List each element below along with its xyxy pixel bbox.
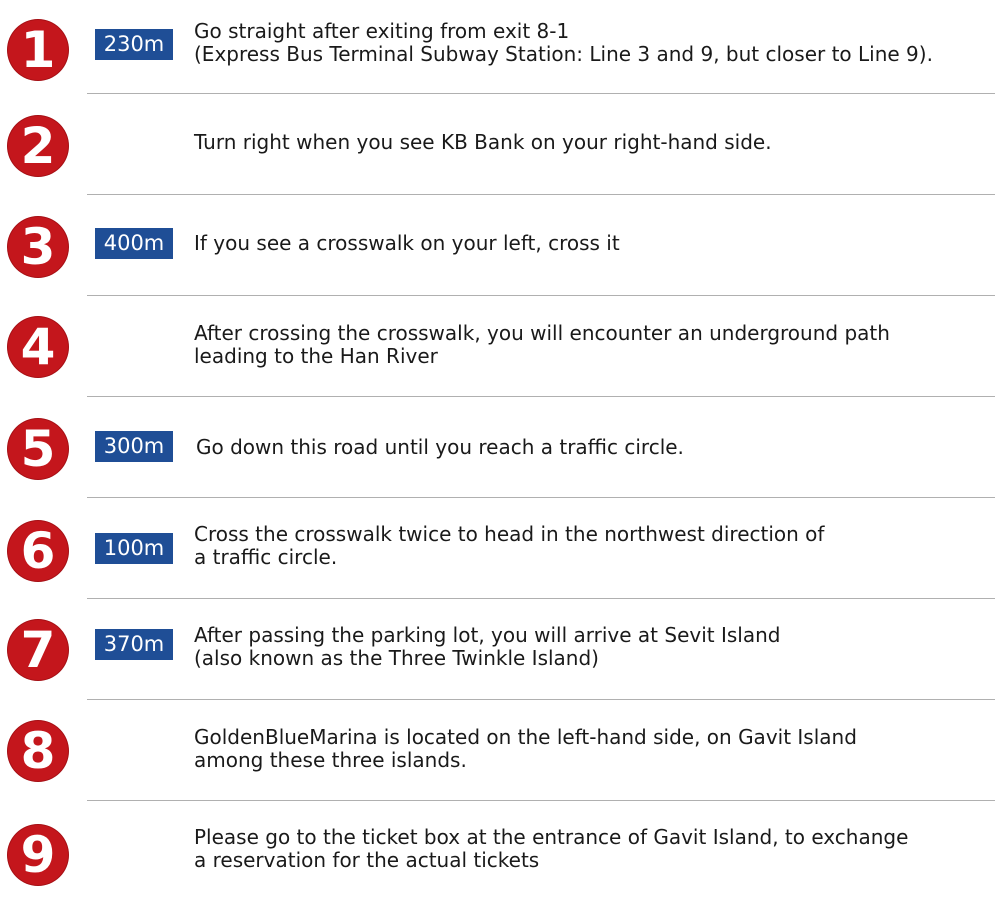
distance-badge: 230m (95, 29, 173, 60)
instruction-line: leading to the Han River (194, 344, 438, 368)
instruction-line: a traffic circle. (194, 545, 338, 569)
distance-badge: 400m (95, 228, 173, 259)
step-1 (0, 0, 1000, 101)
step-instruction (194, 322, 994, 368)
step-7 (0, 606, 1000, 707)
step-number-badge: 7 (8, 620, 68, 680)
step-divider (87, 598, 995, 599)
step-number-badge: 4 (8, 317, 68, 377)
step-6 (0, 505, 1000, 606)
distance-badge: 100m (95, 533, 173, 564)
step-divider (87, 396, 995, 397)
step-instruction (194, 131, 994, 154)
step-instruction (194, 726, 994, 772)
step-divider (87, 295, 995, 296)
instruction-line: After passing the parking lot, you will arrive at Sevit Island (194, 623, 781, 647)
step-8 (0, 707, 1000, 808)
step-2 (0, 101, 1000, 202)
instruction-line: GoldenBlueMarina is located on the left-hand side, on Gavit Island (194, 725, 857, 749)
step-number-badge: 9 (8, 825, 68, 885)
step-4 (0, 303, 1000, 404)
step-divider (87, 93, 995, 94)
step-number-badge: 3 (8, 217, 68, 277)
step-instruction (194, 826, 994, 872)
instruction-line: Go straight after exiting from exit 8-1 (194, 19, 570, 43)
instruction-line: Turn right when you see KB Bank on your right-hand side. (194, 130, 772, 154)
instruction-line: After crossing the crosswalk, you will encounter an underground path (194, 321, 890, 345)
step-3 (0, 202, 1000, 303)
step-instruction (196, 436, 996, 459)
step-instruction (194, 523, 994, 569)
step-number-badge: 5 (8, 419, 68, 479)
step-instruction (194, 624, 994, 670)
step-5 (0, 404, 1000, 505)
distance-badge: 300m (95, 431, 173, 462)
step-divider (87, 497, 995, 498)
instruction-line: If you see a crosswalk on your left, cross it (194, 231, 620, 255)
step-number-badge: 8 (8, 721, 68, 781)
instruction-line: Go down this road until you reach a traffic circle. (196, 435, 684, 459)
instruction-line: a reservation for the actual tickets (194, 848, 540, 872)
step-instruction (194, 20, 994, 66)
step-instruction (194, 232, 994, 255)
instruction-line: Please go to the ticket box at the entrance of Gavit Island, to exchange (194, 825, 909, 849)
instruction-line: among these three islands. (194, 748, 467, 772)
instruction-line: (also known as the Three Twinkle Island) (194, 646, 599, 670)
step-divider (87, 699, 995, 700)
distance-badge: 370m (95, 629, 173, 660)
step-number-badge: 2 (8, 116, 68, 176)
step-number-badge: 6 (8, 521, 68, 581)
step-9 (0, 808, 1000, 909)
step-divider (87, 194, 995, 195)
step-divider (87, 800, 995, 801)
instruction-line: (Express Bus Terminal Subway Station: Line 3 and 9, but closer to Line 9). (194, 42, 933, 66)
instruction-line: Cross the crosswalk twice to head in the northwest direction of (194, 522, 825, 546)
step-number-badge: 1 (8, 20, 68, 80)
